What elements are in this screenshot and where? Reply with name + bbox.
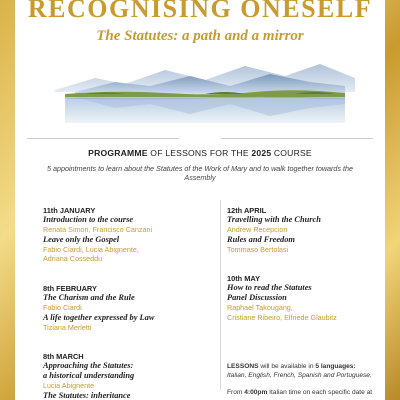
lesson-title: Travelling with the Church [227,215,321,224]
lesson-title: Panel Discussion [227,293,287,302]
languages-list-line [227,371,377,380]
lesson-title: How to read the Statutes [227,283,312,292]
start-time: 4:00pm [244,389,268,396]
languages-count: 5 languages: [315,363,356,370]
programme-intro: 5 appointments to learn about the Statutes of the Work of Mary and to walk together towards the Assembly [46,164,354,182]
programme-year: 2025 [251,148,272,158]
lesson-jan [43,206,152,264]
programme-of-lessons: OF LESSONS FOR THE [147,148,252,158]
lesson-title: Approaching the Statutes: [43,361,134,370]
lesson-speakers: Lucia Abignente [43,381,95,390]
divider-right [221,138,373,139]
lesson-title: The Charism and the Rule [43,293,135,302]
lesson-date: 11th JANUARY [43,206,96,215]
watercolor-landscape-illustration [55,56,355,126]
lesson-speakers: Andrew Recepcion [227,225,288,234]
programme-heading [15,148,385,158]
lesson-date: 12th APRIL [227,206,267,215]
lesson-feb [43,284,154,332]
lesson-speakers: Tiziana Merletti [43,322,92,332]
lesson-apr [227,206,321,254]
lesson-speakers: Renata Simon, Francisco Canzani [43,225,153,234]
lesson-date: 10th MAY [227,274,260,283]
lesson-date: 8th FEBRUARY [43,284,97,293]
lesson-title: A life together expressed by Law [43,312,155,322]
lesson-speakers: Cristiane Ribeiro, Elfriede Glaubitz [227,312,337,322]
programme-course: COURSE [271,148,312,158]
lesson-title-continued: a historical understanding [43,371,135,380]
programme-word: PROGRAMME [88,148,148,158]
lesson-title: Rules and Freedom [227,234,295,244]
lesson-speakers: Tommaso Bertolasi [227,244,289,254]
lessons-info [227,362,377,397]
time-suffix: Italian time on each specific date at [267,389,373,396]
lesson-title: Leave only the Gospel [43,234,120,244]
divider-left [27,138,179,139]
poster-title: RECOGNISING ONESELF [27,0,373,23]
poster [15,0,385,400]
lessons-text: will be available in [258,363,316,370]
lesson-speakers: Fabio Ciardi, Lucia Abignente, [43,244,139,254]
lesson-speakers: Adriana Cosseddu [43,254,103,263]
lesson-title: The Statutes: inheritance [43,390,131,400]
lesson-date: 8th MARCH [43,352,84,361]
time-prefix: From [227,389,245,396]
lesson-speakers: Fabio Ciardi [43,303,82,312]
languages-list: Italian, English, French, Spanish and Portuguese. [227,372,372,379]
poster-subtitle: The Statutes: a path and a mirror [96,28,304,44]
lesson-may [227,274,337,322]
lesson-speakers: Raphael Takougang, [227,303,293,312]
column-divider [220,200,221,390]
lesson-mar [43,352,134,400]
time-line [227,388,377,397]
lessons-label: LESSONS [227,363,259,370]
languages-line [227,362,377,371]
lesson-title: Introduction to the course [43,215,134,224]
